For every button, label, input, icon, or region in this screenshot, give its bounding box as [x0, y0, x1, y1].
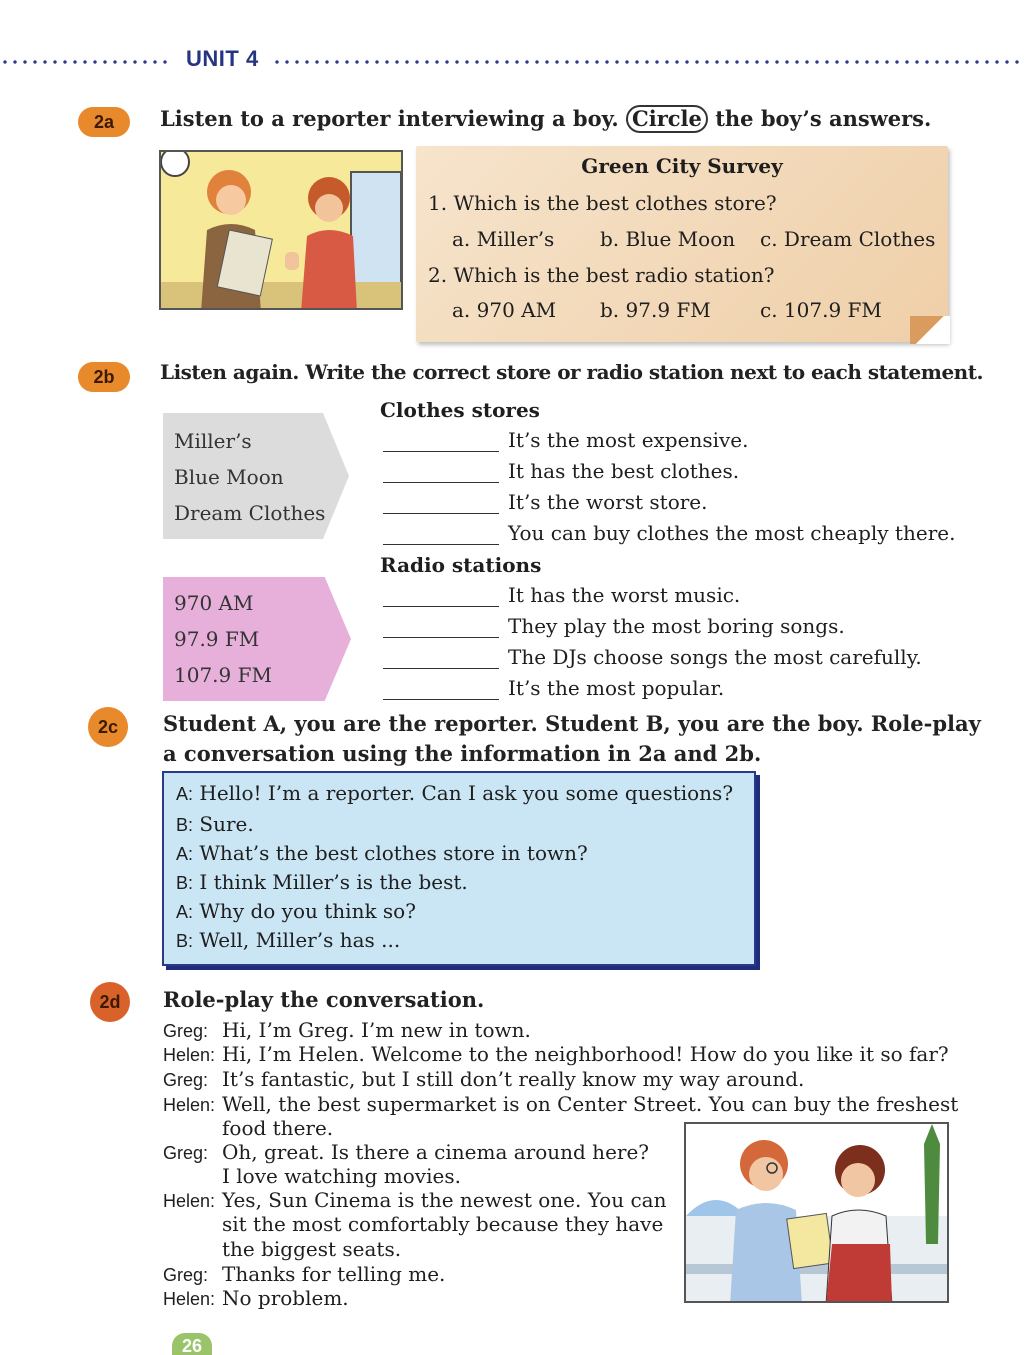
convo-speaker-3: A:	[176, 844, 194, 864]
instruction-2c-line2: a conversation using the information in 2a and 2b.	[163, 741, 762, 766]
dialog-line-12: No problem.	[222, 1286, 349, 1310]
dialog-line-1: Hi, I’m Greg. I’m new in town.	[222, 1018, 531, 1042]
dialog-line-11: Thanks for telling me.	[222, 1262, 446, 1286]
page-number: 26	[172, 1333, 212, 1355]
survey-q1-option-c[interactable]: c. Dream Clothes	[760, 227, 936, 251]
convo-speaker-6: B:	[176, 931, 194, 951]
clothes-statement-1: It’s the most expensive.	[508, 428, 749, 452]
convo-speaker-2: B:	[176, 815, 194, 835]
radio-statement-2: They play the most boring songs.	[508, 614, 845, 638]
dialog-line-8: Yes, Sun Cinema is the newest one. You can	[222, 1188, 667, 1212]
survey-question-1: 1. Which is the best clothes store?	[428, 191, 777, 215]
dialog-line-9: sit the most comfortably because they have	[222, 1212, 664, 1236]
convo-speaker-5: A:	[176, 902, 194, 922]
clothes-statement-2: It has the best clothes.	[508, 459, 740, 483]
convo-line-2	[176, 812, 254, 836]
instruction-2b: Listen again. Write the correct store or radio station next to each statement.	[160, 360, 983, 384]
survey-q1-option-b[interactable]: b. Blue Moon	[600, 227, 736, 251]
station-107-9-fm: 107.9 FM	[174, 663, 272, 687]
sample-conversation-box	[162, 771, 756, 966]
radio-statement-4: It’s the most popular.	[508, 676, 725, 700]
survey-q2-option-a[interactable]: a. 970 AM	[452, 298, 557, 322]
convo-text-2: Sure.	[199, 812, 254, 836]
greg-helen-illustration	[684, 1122, 949, 1303]
survey-q1-option-a[interactable]: a. Miller’s	[452, 227, 555, 251]
dialog-speaker-3: Greg:	[163, 1070, 209, 1090]
convo-speaker-4: B:	[176, 873, 194, 893]
convo-text-6: Well, Miller’s has ...	[199, 928, 401, 952]
dialog-speaker-7: Greg:	[163, 1265, 209, 1285]
dialog-speaker-8: Helen:	[163, 1289, 216, 1309]
convo-line-3	[176, 841, 588, 865]
dialog-line-5: food there.	[222, 1116, 334, 1140]
dialog-line-4: Well, the best supermarket is on Center Street. You can buy the freshest	[222, 1092, 959, 1116]
convo-text-1: Hello! I’m a reporter. Can I ask you some questions?	[199, 781, 734, 805]
instruction-2a-before: Listen to a reporter interviewing a boy.	[160, 106, 619, 131]
convo-line-1	[176, 781, 733, 805]
convo-line-6	[176, 928, 400, 952]
survey-question-2: 2. Which is the best radio station?	[428, 263, 775, 287]
station-97-9-fm: 97.9 FM	[174, 627, 260, 651]
survey-q2-option-c[interactable]: c. 107.9 FM	[760, 298, 882, 322]
answer-blank-radio-2[interactable]	[383, 637, 499, 638]
convo-speaker-1: A:	[176, 784, 194, 804]
answer-blank-clothes-2[interactable]	[383, 482, 499, 483]
dialog-speaker-4: Helen:	[163, 1095, 216, 1115]
convo-text-4: I think Miller’s is the best.	[199, 870, 468, 894]
dialog-speaker-5: Greg:	[163, 1143, 209, 1163]
badge-2c: 2c	[88, 707, 128, 747]
badge-2b: 2b	[78, 362, 130, 392]
instruction-2a-circled: Circle	[626, 105, 708, 133]
badge-2d: 2d	[90, 982, 130, 1022]
badge-2a: 2a	[78, 107, 130, 137]
radio-statement-1: It has the worst music.	[508, 583, 741, 607]
instruction-2d: Role-play the conversation.	[163, 987, 485, 1012]
store-millers: Miller’s	[174, 429, 252, 453]
dialog-line-6: Oh, great. Is there a cinema around here?	[222, 1140, 650, 1164]
store-dream-clothes: Dream Clothes	[174, 501, 326, 525]
instruction-2a-after: the boy’s answers.	[715, 106, 932, 131]
survey-title: Green City Survey	[581, 154, 783, 178]
answer-blank-radio-4[interactable]	[383, 699, 499, 700]
convo-text-3: What’s the best clothes store in town?	[199, 841, 588, 865]
clothes-statement-4: You can buy clothes the most cheaply there.	[508, 521, 956, 545]
convo-line-4	[176, 870, 468, 894]
answer-blank-radio-3[interactable]	[383, 668, 499, 669]
convo-text-5: Why do you think so?	[199, 899, 416, 923]
dialog-line-7: I love watching movies.	[222, 1164, 461, 1188]
radio-stations-heading: Radio stations	[380, 553, 542, 577]
dialog-speaker-6: Helen:	[163, 1191, 216, 1211]
dialog-speaker-1: Greg:	[163, 1021, 209, 1041]
store-blue-moon: Blue Moon	[174, 465, 284, 489]
survey-q2-option-b[interactable]: b. 97.9 FM	[600, 298, 711, 322]
answer-blank-clothes-1[interactable]	[383, 451, 499, 452]
dialog-speaker-2: Helen:	[163, 1045, 216, 1065]
clothes-statement-3: It’s the worst store.	[508, 490, 708, 514]
radio-statement-3: The DJs choose songs the most carefully.	[508, 645, 922, 669]
instruction-2a	[160, 105, 931, 133]
green-city-survey-card	[416, 146, 948, 342]
dialog-line-2: Hi, I’m Helen. Welcome to the neighborhood! How do you like it so far?	[222, 1042, 949, 1066]
reporter-boy-illustration	[159, 150, 403, 310]
header-dots-right	[272, 60, 1024, 64]
instruction-2c-line1: Student A, you are the reporter. Student B, you are the boy. Role-play	[163, 711, 981, 736]
unit-title: UNIT 4	[186, 46, 259, 71]
survey-page-curl	[910, 316, 950, 344]
dialog-line-10: the biggest seats.	[222, 1237, 402, 1261]
station-970-am: 970 AM	[174, 591, 254, 615]
convo-line-5	[176, 899, 416, 923]
answer-blank-clothes-4[interactable]	[383, 544, 499, 545]
answer-blank-clothes-3[interactable]	[383, 513, 499, 514]
dialog-line-3: It’s fantastic, but I still don’t really know my way around.	[222, 1067, 805, 1091]
clothes-stores-heading: Clothes stores	[380, 398, 540, 422]
answer-blank-radio-1[interactable]	[383, 606, 499, 607]
header-dots-left	[0, 60, 172, 64]
